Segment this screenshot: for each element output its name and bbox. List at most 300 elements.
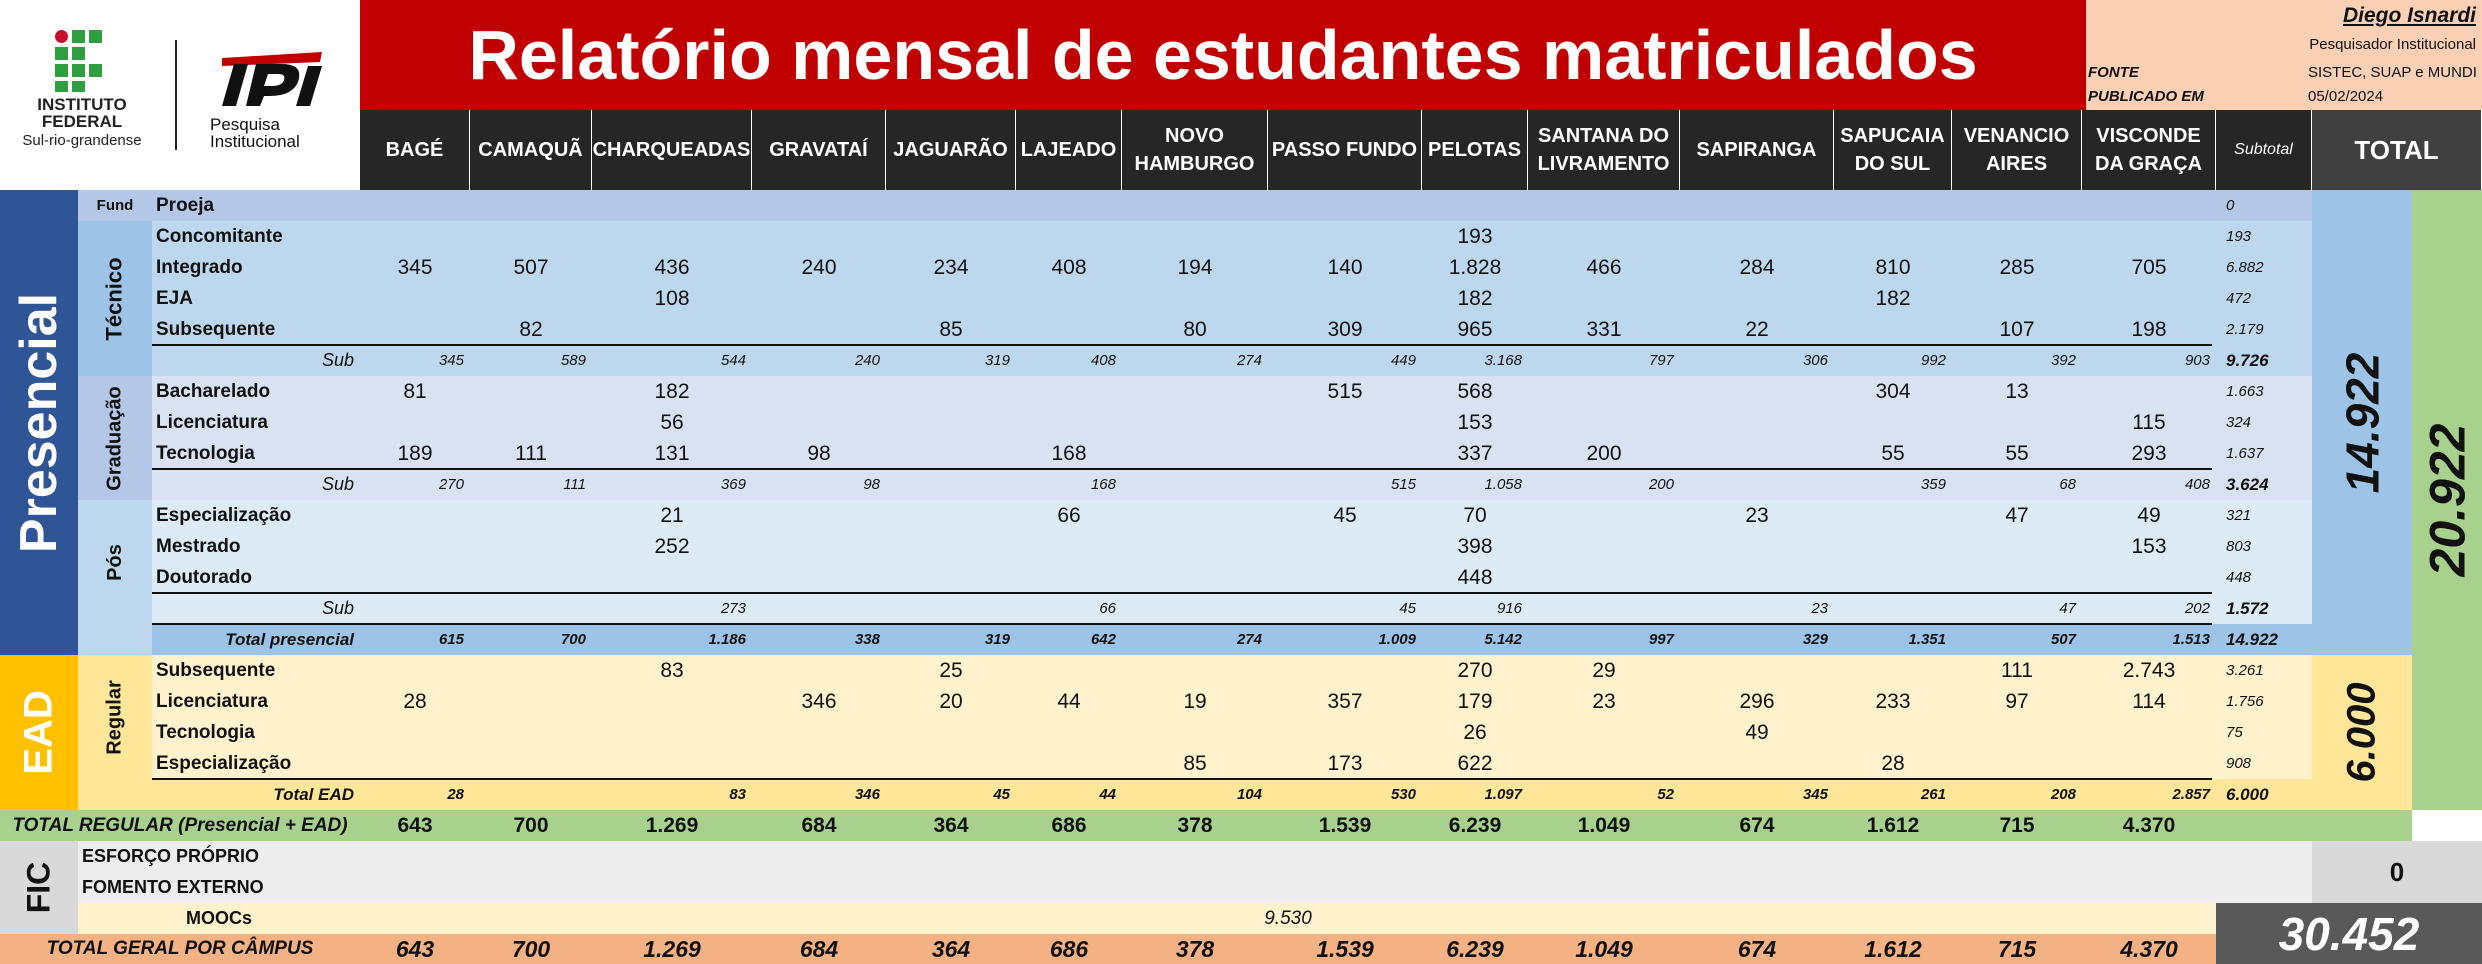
table-cell: 622 — [1457, 751, 1493, 775]
row-label: Total presencial — [225, 629, 354, 649]
table-cell: 408 — [2184, 476, 2210, 493]
table-cell — [470, 190, 592, 221]
table-cell — [1528, 717, 1680, 748]
table-cell — [1122, 655, 1268, 686]
table-cell — [2082, 748, 2216, 779]
table-cell — [1016, 562, 1122, 593]
table-cell: 85 — [939, 317, 963, 341]
table-cell — [470, 686, 592, 717]
logo-divider — [175, 40, 177, 150]
table-cell: 369 — [720, 476, 746, 493]
subtotal-cell: 1.663 — [2226, 383, 2264, 400]
table-cell — [592, 314, 752, 345]
table-cell — [2082, 562, 2216, 593]
table-cell — [1834, 655, 1952, 686]
total-geral-cell: 4.370 — [2120, 935, 2178, 962]
table-cell: 329 — [1802, 631, 1828, 648]
subtotal-cell: 193 — [2226, 228, 2252, 245]
table-cell — [752, 283, 886, 314]
table-cell: 1.186 — [708, 631, 746, 648]
table-cell — [752, 748, 886, 779]
subtotal-cell: 14.922 — [2226, 629, 2278, 649]
total-regular-cell: 700 — [513, 813, 549, 837]
table-cell: 198 — [2131, 317, 2167, 341]
table-cell — [886, 438, 1016, 469]
table-cell — [470, 283, 592, 314]
table-cell: 997 — [1648, 631, 1674, 648]
row-label: Sub — [321, 598, 354, 618]
table-cell — [360, 717, 470, 748]
table-cell — [1680, 221, 1834, 252]
total-regular-cell: 378 — [1177, 813, 1213, 837]
table-cell: 252 — [654, 534, 690, 558]
table-cell: 359 — [1920, 476, 1946, 493]
table-cell: 202 — [2184, 600, 2210, 617]
column-header: SANTANA DO LIVRAMENTO — [1528, 110, 1680, 190]
table-cell — [752, 376, 886, 407]
table-cell: 797 — [1648, 352, 1674, 369]
table-cell — [470, 748, 592, 779]
section-presencial — [0, 190, 78, 655]
total-regular-cell: 1.612 — [1866, 813, 1920, 837]
subtotal-header: Subtotal — [2216, 110, 2312, 190]
table-cell: 114 — [2132, 689, 2166, 713]
table-cell: 507 — [2050, 631, 2076, 648]
table-cell: 140 — [1327, 255, 1363, 279]
table-cell — [1122, 500, 1268, 531]
table-cell — [1680, 283, 1834, 314]
table-cell — [1122, 469, 1268, 500]
table-cell — [1016, 655, 1122, 686]
if-logo-subtext: Sul-rio-grandense — [22, 132, 142, 149]
table-cell: 5.142 — [1484, 631, 1522, 648]
table-cell — [752, 407, 886, 438]
row-label: Bacharelado — [156, 380, 271, 402]
table-cell: 240 — [801, 255, 837, 279]
table-cell: 296 — [1739, 689, 1775, 713]
table-cell — [360, 407, 470, 438]
subsection-graduacao-label: Graduação — [103, 385, 126, 491]
table-cell: 29 — [1592, 658, 1616, 682]
table-cell — [886, 221, 1016, 252]
table-cell — [886, 562, 1016, 593]
subtotal-cell: 448 — [2226, 569, 2252, 586]
table-cell: 515 — [1390, 476, 1416, 493]
table-cell: 208 — [2050, 786, 2076, 803]
table-cell — [1680, 562, 1834, 593]
table-cell — [1422, 190, 1528, 221]
table-cell — [592, 686, 752, 717]
table-cell — [1016, 748, 1122, 779]
table-cell: 338 — [854, 631, 880, 648]
fic-total-value: 0 — [2389, 856, 2405, 887]
total-regular-cell: 1.049 — [1577, 813, 1631, 837]
table-cell: 3.168 — [1484, 352, 1522, 369]
table-cell: 194 — [1177, 255, 1213, 279]
column-header: PELOTAS — [1422, 110, 1528, 190]
table-cell: 111 — [515, 441, 547, 465]
table-cell — [1834, 593, 1952, 624]
table-cell: 44 — [1099, 786, 1116, 803]
table-cell — [1528, 190, 1680, 221]
table-cell: 346 — [801, 689, 837, 713]
table-cell — [1834, 190, 1952, 221]
total-geral-label: TOTAL GERAL POR CÂMPUS — [46, 938, 314, 959]
table-cell: 26 — [1463, 720, 1487, 744]
table-cell — [1122, 717, 1268, 748]
subtotal-cell: 6.000 — [2226, 784, 2269, 804]
pi-logo-icon — [212, 44, 332, 110]
table-cell — [1680, 531, 1834, 562]
table-cell: 83 — [660, 658, 684, 682]
table-cell — [1268, 531, 1422, 562]
pi-logo-text: Pesquisa Institucional — [210, 115, 300, 151]
subtotal-cell: 3.261 — [2226, 662, 2264, 679]
table-cell: 903 — [2184, 352, 2210, 369]
table-cell — [886, 283, 1016, 314]
subtotal-cell: 908 — [2226, 755, 2252, 772]
table-cell: 306 — [1802, 352, 1828, 369]
fic-esforco-label: ESFORÇO PRÓPRIO — [82, 846, 260, 866]
table-cell: 153 — [2131, 534, 2167, 558]
table-cell — [1268, 717, 1422, 748]
table-cell: 23 — [1811, 600, 1828, 617]
table-cell — [1016, 190, 1122, 221]
table-cell: 23 — [1745, 503, 1769, 527]
table-cell — [360, 283, 470, 314]
section-presencial-label: Presencial — [10, 292, 68, 553]
column-header: CAMAQUÃ — [470, 110, 592, 190]
column-header: VISCONDE DA GRAÇA — [2082, 110, 2216, 190]
table-cell — [752, 655, 886, 686]
total-regular-cell: 715 — [1999, 813, 2035, 837]
logo-area — [0, 0, 360, 190]
subsection-tecnico-label: Técnico — [102, 256, 128, 341]
row-label: Mestrado — [156, 535, 241, 557]
table-cell — [1122, 531, 1268, 562]
table-cell: 19 — [1183, 689, 1207, 713]
page-title: Relatório mensal de estudantes matriculados — [360, 0, 2086, 110]
table-cell — [592, 190, 752, 221]
table-cell — [1952, 562, 2082, 593]
table-cell — [360, 314, 470, 345]
table-cell: 916 — [1496, 600, 1522, 617]
subsection-fund-label: Fund — [96, 197, 134, 214]
table-cell: 515 — [1327, 379, 1363, 403]
table-cell — [1122, 376, 1268, 407]
table-cell — [592, 748, 752, 779]
table-cell: 81 — [403, 379, 427, 403]
subtotal-cell: 1.637 — [2226, 445, 2264, 462]
total-geral-cell: 1.539 — [1316, 935, 1374, 962]
total-regular-cell: 6.239 — [1448, 813, 1502, 837]
table-cell: 97 — [2005, 689, 2029, 713]
total-geral-cell: 1.612 — [1864, 935, 1922, 962]
total-regular-cell: 1.269 — [645, 813, 699, 837]
table-cell: 274 — [1236, 631, 1262, 648]
total-geral-cell: 643 — [395, 935, 435, 962]
table-cell — [1952, 407, 2082, 438]
presencial-total-value: 14.922 — [2336, 352, 2389, 493]
row-label: EJA — [156, 287, 193, 309]
table-cell — [1122, 593, 1268, 624]
table-cell — [592, 562, 752, 593]
table-cell — [1528, 562, 1680, 593]
subsection-graduacao — [78, 376, 152, 500]
table-cell: 45 — [1333, 503, 1357, 527]
table-cell — [1952, 531, 2082, 562]
table-cell: 52 — [1657, 786, 1674, 803]
moocs-label: MOOCs — [185, 908, 252, 928]
table-cell — [1528, 221, 1680, 252]
table-cell: 182 — [654, 379, 690, 403]
total-header: TOTAL — [2312, 110, 2482, 190]
table-cell: 304 — [1875, 379, 1911, 403]
table-cell: 700 — [560, 631, 586, 648]
author-block — [2086, 0, 2482, 110]
table-cell — [1834, 221, 1952, 252]
table-cell — [1528, 407, 1680, 438]
table-cell: 449 — [1390, 352, 1416, 369]
table-cell: 345 — [1802, 786, 1828, 803]
table-cell: 274 — [1236, 352, 1262, 369]
table-cell — [1834, 717, 1952, 748]
table-cell — [886, 500, 1016, 531]
table-cell: 189 — [397, 441, 433, 465]
table-cell: 261 — [1920, 786, 1946, 803]
table-cell — [470, 717, 592, 748]
table-cell — [1122, 190, 1268, 221]
table-cell: 182 — [1457, 286, 1493, 310]
table-cell: 466 — [1586, 255, 1622, 279]
table-cell: 1.513 — [2172, 631, 2210, 648]
table-cell: 293 — [2131, 441, 2167, 465]
table-cell — [1268, 283, 1422, 314]
table-cell — [470, 593, 592, 624]
column-header: NOVO HAMBURGO — [1122, 110, 1268, 190]
table-cell: 568 — [1457, 379, 1493, 403]
table-cell: 98 — [807, 441, 831, 465]
table-cell — [1680, 376, 1834, 407]
subtotal-cell: 803 — [2226, 538, 2252, 555]
table-cell — [886, 717, 1016, 748]
table-cell: 448 — [1457, 565, 1493, 589]
column-header: CHARQUEADAS — [592, 110, 752, 190]
author-name: Diego Isnardi — [2342, 4, 2476, 27]
table-cell: 408 — [1051, 255, 1087, 279]
table-cell: 992 — [1920, 352, 1946, 369]
table-cell — [1268, 438, 1422, 469]
table-cell: 49 — [1745, 720, 1769, 744]
total-regular-cell: 4.370 — [2122, 813, 2176, 837]
table-cell — [886, 376, 1016, 407]
table-cell — [1016, 283, 1122, 314]
table-cell: 345 — [397, 255, 433, 279]
table-cell: 107 — [1999, 317, 2035, 341]
table-cell — [1528, 283, 1680, 314]
row-label: Sub — [321, 350, 354, 370]
subsection-tecnico — [78, 221, 152, 376]
table-cell: 309 — [1327, 317, 1363, 341]
total-geral-cell: 1.269 — [643, 935, 701, 962]
column-header: SAPUCAIA DO SUL — [1834, 110, 1952, 190]
total-regular-cell: 674 — [1739, 813, 1775, 837]
subtotal-cell: 0 — [2226, 197, 2235, 214]
source-value: SISTEC, SUAP e MUNDI — [2308, 64, 2477, 81]
table-cell — [752, 562, 886, 593]
row-label: Sub — [321, 474, 354, 494]
table-cell — [886, 190, 1016, 221]
row-label: Proeja — [156, 194, 215, 216]
column-header: BAGÉ — [360, 110, 470, 190]
grand-total-value: 30.452 — [2278, 907, 2420, 960]
presencial-total — [2312, 190, 2412, 655]
table-cell: 25 — [939, 658, 963, 682]
subtotal-cell: 6.882 — [2226, 259, 2264, 276]
row-label: Total EAD — [273, 784, 354, 804]
row-label: Especialização — [156, 504, 292, 526]
table-cell — [886, 593, 1016, 624]
total-geral-cell: 686 — [1049, 935, 1089, 962]
column-header: LAJEADO — [1016, 110, 1122, 190]
source-label: FONTE — [2088, 64, 2139, 81]
subsection-regular-label: Regular — [103, 679, 126, 755]
table-cell — [752, 593, 886, 624]
table-cell — [1834, 500, 1952, 531]
total-geral-cell: 6.239 — [1446, 935, 1504, 962]
table-cell — [592, 717, 752, 748]
table-cell: 200 — [1586, 441, 1622, 465]
table-cell: 2.857 — [2172, 786, 2210, 803]
table-cell: 111 — [563, 476, 586, 493]
subsection-pos-label: Pós — [103, 543, 126, 581]
table-cell — [1122, 221, 1268, 252]
table-cell — [1268, 655, 1422, 686]
table-cell: 168 — [1051, 441, 1087, 465]
table-cell: 182 — [1875, 286, 1911, 310]
table-cell: 270 — [1457, 658, 1493, 682]
table-cell — [1834, 531, 1952, 562]
table-cell — [360, 190, 470, 221]
row-label: Tecnologia — [156, 442, 255, 464]
table-cell — [360, 500, 470, 531]
table-cell: 1.097 — [1484, 786, 1522, 803]
total-regular-cell: 364 — [933, 813, 969, 837]
column-header: JAGUARÃO — [886, 110, 1016, 190]
table-cell — [1952, 283, 2082, 314]
subsection-regular — [78, 655, 152, 779]
total-regular-cell: 1.539 — [1318, 813, 1372, 837]
table-cell: 2.743 — [2122, 658, 2176, 682]
table-cell: 810 — [1875, 255, 1911, 279]
table-cell — [752, 190, 886, 221]
section-ead — [0, 655, 78, 810]
table-cell — [470, 562, 592, 593]
table-cell: 131 — [654, 441, 690, 465]
table-cell: 28 — [403, 689, 427, 713]
table-cell: 47 — [2005, 503, 2029, 527]
table-cell — [1528, 500, 1680, 531]
table-cell: 22 — [1745, 317, 1769, 341]
row-label: Subsequente — [156, 659, 276, 681]
table-cell — [1016, 531, 1122, 562]
table-cell: 153 — [1457, 410, 1493, 434]
table-cell: 1.828 — [1448, 255, 1502, 279]
table-cell — [1122, 407, 1268, 438]
table-cell: 436 — [654, 255, 690, 279]
table-cell: 21 — [660, 503, 684, 527]
table-cell — [2082, 717, 2216, 748]
row-label: Integrado — [156, 256, 243, 278]
total-regular-cell: 684 — [801, 813, 837, 837]
table-cell — [1952, 221, 2082, 252]
row-label: Licenciatura — [156, 690, 268, 712]
table-cell — [752, 314, 886, 345]
table-cell — [1680, 190, 1834, 221]
table-cell: 319 — [984, 352, 1010, 369]
fic-fomento-label: FOMENTO EXTERNO — [82, 877, 264, 897]
author-role: Pesquisador Institucional — [2309, 36, 2476, 53]
subtotal-cell: 1.756 — [2226, 693, 2264, 710]
table-cell — [1952, 717, 2082, 748]
table-cell — [2082, 221, 2216, 252]
table-cell: 44 — [1057, 689, 1081, 713]
table-cell — [470, 531, 592, 562]
total-geral-cell: 715 — [1997, 935, 2037, 962]
table-cell — [1016, 717, 1122, 748]
total-regular-cell: 686 — [1051, 813, 1087, 837]
subtotal-cell: 472 — [2226, 290, 2252, 307]
subsection-fund — [78, 190, 152, 221]
table-cell — [1528, 593, 1680, 624]
ead-total-value: 6.000 — [2339, 682, 2384, 783]
table-cell: 28 — [447, 786, 464, 803]
table-cell — [1016, 314, 1122, 345]
table-cell — [2082, 283, 2216, 314]
table-cell — [360, 748, 470, 779]
table-cell: 111 — [2001, 658, 2033, 682]
table-cell — [1528, 376, 1680, 407]
row-label: Tecnologia — [156, 721, 255, 743]
table-cell — [1528, 748, 1680, 779]
section-fic-label: FIC — [20, 861, 57, 914]
table-cell: 179 — [1457, 689, 1493, 713]
table-cell: 273 — [720, 600, 746, 617]
table-cell: 1.058 — [1484, 476, 1522, 493]
table-cell: 1.351 — [1908, 631, 1946, 648]
table-cell — [360, 593, 470, 624]
table-cell: 270 — [438, 476, 464, 493]
table-cell: 544 — [720, 352, 746, 369]
table-cell: 346 — [854, 786, 880, 803]
table-cell — [470, 500, 592, 531]
subtotal-cell: 3.624 — [2226, 474, 2269, 494]
table-cell: 615 — [438, 631, 464, 648]
table-cell — [752, 221, 886, 252]
regular-total-value: 20.922 — [2419, 423, 2475, 577]
table-cell: 965 — [1457, 317, 1493, 341]
table-cell: 357 — [1327, 689, 1363, 713]
table-cell: 337 — [1457, 441, 1493, 465]
total-geral-cell: 700 — [511, 935, 551, 962]
table-cell — [1016, 221, 1122, 252]
row-label: Doutorado — [156, 566, 253, 588]
table-cell: 28 — [1881, 751, 1905, 775]
table-cell: 115 — [2132, 410, 2166, 434]
subtotal-cell: 2.179 — [2226, 321, 2264, 338]
table-cell — [886, 407, 1016, 438]
table-cell — [1268, 190, 1422, 221]
